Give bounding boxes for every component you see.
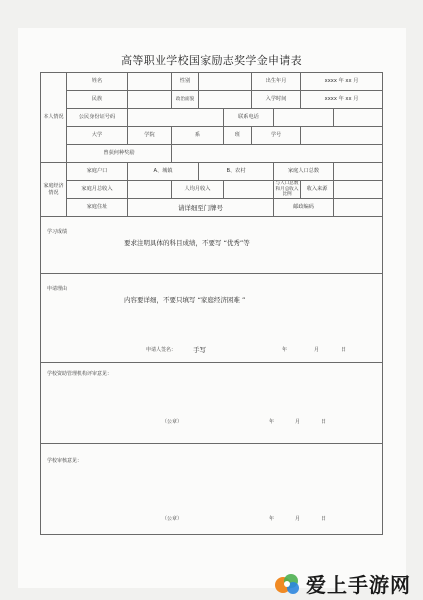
household-urban-option[interactable]: A、城镇 xyxy=(128,163,199,181)
birth-label: 出生年月 xyxy=(252,73,301,91)
watermark-text: 爱上手游网 xyxy=(306,573,411,597)
school-month-label: 月 xyxy=(295,516,301,523)
class-label: 班 xyxy=(234,132,241,139)
ethnicity-label: 民族 xyxy=(67,91,128,109)
watermark xyxy=(274,569,411,598)
awards-field[interactable] xyxy=(172,145,383,163)
per-capita-label: 人均月收入 xyxy=(172,181,224,199)
phone-field[interactable] xyxy=(274,109,334,127)
aid-office-month-label: 月 xyxy=(295,419,301,426)
aid-office-seal: （公章） xyxy=(162,419,183,426)
family-size-field[interactable] xyxy=(334,163,383,181)
application-form xyxy=(40,72,383,535)
basic-section-label: 本人情况 xyxy=(41,73,67,163)
class-cell[interactable] xyxy=(224,127,252,145)
aid-office-label: 学校资助管理机构评审意见： xyxy=(47,371,113,378)
study-field[interactable] xyxy=(41,217,383,274)
awards-label: 曾获何种奖励 xyxy=(67,145,172,163)
school-field[interactable] xyxy=(41,444,383,535)
household-label: 家庭户口 xyxy=(67,163,128,181)
family-section-label: 家庭经济情况 xyxy=(41,163,67,217)
gender-field[interactable] xyxy=(199,73,252,91)
address-field[interactable]: 请详细至门牌号 xyxy=(128,199,274,217)
university-cell[interactable] xyxy=(67,127,128,145)
household-rural-option[interactable]: B、农村 xyxy=(199,163,274,181)
school-year-label: 年 xyxy=(269,516,275,523)
school-seal: （公章） xyxy=(162,516,183,523)
aid-office-year-label: 年 xyxy=(269,419,275,426)
ratio-label: 与人口总数和月总收入比例 xyxy=(274,181,301,199)
aid-office-field[interactable] xyxy=(41,363,383,444)
study-label: 学习成绩 xyxy=(47,229,68,236)
basic-row-3 xyxy=(41,109,383,127)
university-label: 大学 xyxy=(91,132,103,139)
postcode-label: 邮政编码 xyxy=(274,199,334,217)
postcode-field[interactable] xyxy=(334,199,383,217)
college-cell[interactable] xyxy=(128,127,172,145)
signature-value[interactable]: 手写 xyxy=(193,346,206,355)
basic-row-4 xyxy=(41,127,383,145)
enroll-label: 入学时间 xyxy=(252,91,301,109)
aid-office-section xyxy=(41,363,383,444)
political-field[interactable] xyxy=(199,91,252,109)
family-row-2 xyxy=(41,181,383,199)
student-id-label: 学号 xyxy=(252,127,301,145)
aid-office-day-label: 日 xyxy=(321,419,327,426)
family-size-label: 家庭人口总数 xyxy=(274,163,334,181)
enroll-field[interactable]: xxxx 年 xx 月 xyxy=(301,91,383,109)
college-label: 学院 xyxy=(144,132,155,139)
name-label: 姓名 xyxy=(67,73,128,91)
address-label: 家庭住址 xyxy=(67,199,128,217)
school-day-label: 日 xyxy=(321,516,327,523)
school-label: 学校审核意见： xyxy=(47,458,83,465)
study-note: 要求注明具体的科目成绩，不要写 “优秀”等 xyxy=(124,239,250,248)
phone-label: 联系电话 xyxy=(224,109,274,127)
income-label: 家庭月总收入 xyxy=(67,181,128,199)
form-title: 高等职业学校国家励志奖学金申请表 xyxy=(121,54,302,67)
per-capita-field[interactable] xyxy=(224,181,274,199)
birth-field[interactable]: xxxx 年 xx 月 xyxy=(301,73,383,91)
reason-label: 申请理由 xyxy=(47,286,68,293)
study-section xyxy=(41,217,383,274)
source-field[interactable] xyxy=(334,181,383,199)
id-label: 公民身份证号码 xyxy=(67,109,128,127)
reason-field[interactable] xyxy=(41,274,383,363)
school-section xyxy=(41,444,383,535)
reason-day-label: 日 xyxy=(341,347,347,354)
student-id-field[interactable] xyxy=(301,127,383,145)
name-field[interactable] xyxy=(128,73,172,91)
basic-row-1 xyxy=(41,73,383,91)
watermark-logo-icon xyxy=(274,572,302,596)
source-label: 收入来源 xyxy=(301,181,334,199)
reason-note: 内容要详细，不要只填写 “家庭经济困难 ” xyxy=(124,296,246,305)
dept-label: 系 xyxy=(194,132,201,139)
signature-label: 申请人签名： xyxy=(146,347,177,354)
basic-row-5 xyxy=(41,145,383,163)
income-field[interactable] xyxy=(128,181,172,199)
political-label: 政治面貌 xyxy=(172,91,199,109)
gender-label: 性别 xyxy=(172,73,199,91)
basic-row-2 xyxy=(41,91,383,109)
family-row-3 xyxy=(41,199,383,217)
family-row-1 xyxy=(41,163,383,181)
dept-cell[interactable] xyxy=(172,127,224,145)
reason-month-label: 月 xyxy=(314,347,320,354)
reason-section xyxy=(41,274,383,363)
id-field[interactable] xyxy=(128,109,224,127)
reason-year-label: 年 xyxy=(282,347,288,354)
ethnicity-field[interactable] xyxy=(128,91,172,109)
